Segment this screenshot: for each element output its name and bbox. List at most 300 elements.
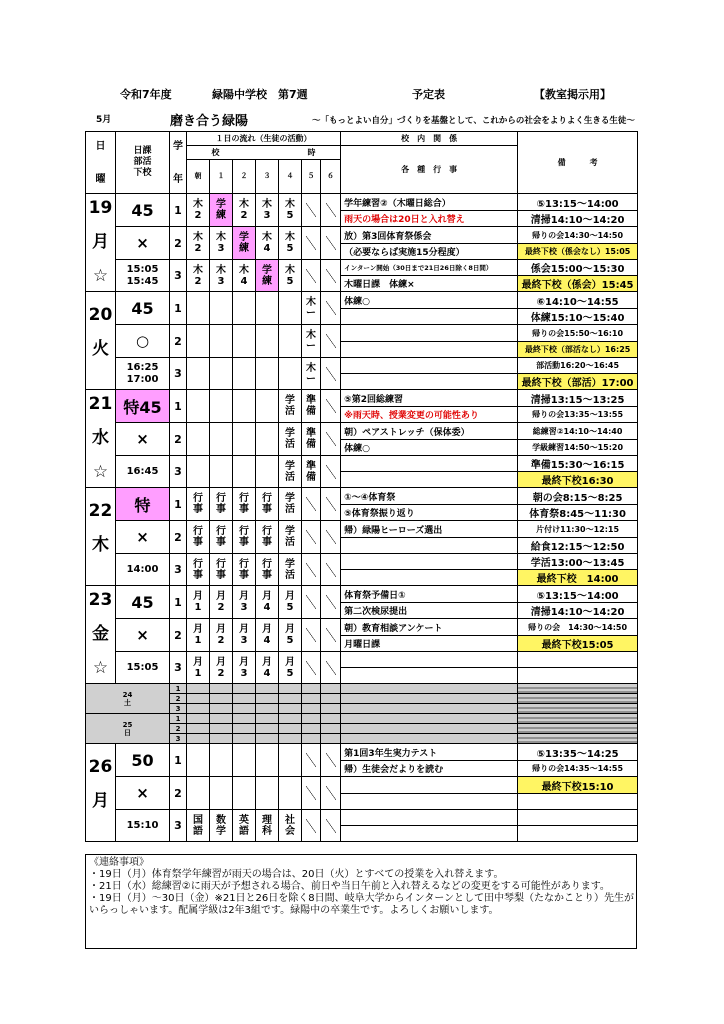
weekend-slot <box>279 684 302 694</box>
class-slot: 木 5 <box>279 194 302 227</box>
header-year: 令和7年度 <box>120 88 172 101</box>
head-nen: 年 <box>173 173 183 185</box>
after-school <box>321 810 341 842</box>
remark-item: 最終下校 14:00 <box>518 570 638 586</box>
head-kou: 校 <box>211 148 220 157</box>
event-item <box>341 570 518 586</box>
class-slot: 英 語 <box>233 810 256 842</box>
weekend-slot <box>210 704 233 714</box>
class-slot <box>233 390 256 423</box>
event-item <box>341 538 518 554</box>
grade-number: 2 <box>170 777 187 810</box>
after-school <box>321 521 341 554</box>
remark-item: 最終下校（係会）15:45 <box>518 276 638 292</box>
event-item <box>341 826 518 842</box>
class-slot: 学 活 <box>279 488 302 521</box>
weekend-remark <box>518 724 638 734</box>
dismiss-time-1: 16:25 <box>126 361 159 373</box>
grade-number: 2 <box>170 423 187 456</box>
dismiss-time-2: 16:45 <box>126 465 159 477</box>
remark-item: 係会15:00～15:30 <box>518 260 638 276</box>
dismiss-time-2: 17:00 <box>126 373 159 385</box>
weekend-slot <box>279 734 302 744</box>
class-slot: 月 4 <box>256 619 279 652</box>
class-slot: 社 会 <box>279 810 302 842</box>
event-item: 月曜日課 <box>341 636 518 652</box>
class-slot: 月 5 <box>279 652 302 684</box>
grade-number: 1 <box>170 194 187 227</box>
grade-number: 1 <box>170 586 187 619</box>
grade-number: 1 <box>170 488 187 521</box>
class-slot: 木 2 <box>187 260 210 292</box>
remark-item: 片付け11:30～12:15 <box>518 521 638 538</box>
weekend-event <box>341 694 518 704</box>
weekend-grade: 2 <box>170 694 187 704</box>
class-slot <box>210 777 233 810</box>
header-subtitle: ～「もっとよい自分」づくりを基盤として、これからの社会をよりよく生きる生徒～ <box>312 116 635 126</box>
weekend-grade: 3 <box>170 704 187 714</box>
club-status: ○ <box>116 325 170 358</box>
class-slot <box>187 325 210 358</box>
event-item <box>341 309 518 325</box>
head-kouji <box>187 146 341 160</box>
head-flow: １日の流れ（生徒の活動） <box>187 132 341 146</box>
head-remarks: 備 考 <box>518 132 638 194</box>
class-slot <box>210 358 233 390</box>
grade-number: 3 <box>170 554 187 586</box>
class-slot <box>256 390 279 423</box>
class-slot: 月 5 <box>279 619 302 652</box>
class-slot: 行 事 <box>210 488 233 521</box>
class-slot: 月 4 <box>256 586 279 619</box>
event-item <box>341 668 518 684</box>
remark-item: 最終下校（部活なし）16:25 <box>518 342 638 358</box>
class-slot: 学 活 <box>279 423 302 456</box>
after-school <box>321 744 341 777</box>
class-slot: 行 事 <box>233 554 256 586</box>
remark-item: 最終下校15:10 <box>518 777 638 794</box>
class-slot: 木 2 <box>233 194 256 227</box>
header-school: 緑陽中学校 第7週 <box>212 88 308 101</box>
weekend-remark <box>518 714 638 724</box>
weekend-remark <box>518 694 638 704</box>
class-slot: 月 1 <box>187 586 210 619</box>
class-slot <box>256 744 279 777</box>
grade-number: 1 <box>170 390 187 423</box>
class-slot <box>187 292 210 325</box>
day-of-week: 月 <box>92 232 109 252</box>
head-gaku: 学 <box>173 140 183 152</box>
event-item <box>341 777 518 794</box>
event-item <box>341 554 518 570</box>
sixth-period: 木 ー <box>302 292 321 325</box>
sixth-period <box>302 744 321 777</box>
weekend-slot <box>321 694 341 704</box>
sixth-period <box>302 554 321 586</box>
schedule-code: 45 <box>116 194 170 227</box>
weekend-slot <box>256 694 279 704</box>
class-slot: 木 5 <box>279 227 302 260</box>
weekend-slot <box>279 694 302 704</box>
weekend-slot <box>233 734 256 744</box>
head-period: ６ <box>321 160 341 194</box>
remark-item: 体練15:10～15:40 <box>518 309 638 325</box>
grade-number: 2 <box>170 325 187 358</box>
weekend-slot <box>187 704 210 714</box>
class-slot <box>279 292 302 325</box>
weekend-slot <box>279 704 302 714</box>
after-school <box>321 325 341 358</box>
class-slot: 月 2 <box>210 652 233 684</box>
grade-number: 1 <box>170 744 187 777</box>
remark-item <box>518 810 638 826</box>
event-item: 朝）教育相談アンケート <box>341 619 518 636</box>
sixth-period <box>302 521 321 554</box>
event-item <box>341 652 518 668</box>
class-slot <box>256 423 279 456</box>
class-slot: 月 1 <box>187 652 210 684</box>
club-status: × <box>116 619 170 652</box>
after-school <box>321 358 341 390</box>
class-slot <box>256 456 279 488</box>
class-slot: 木 3 <box>210 227 233 260</box>
remark-item: ⑤13:15～14:00 <box>518 194 638 211</box>
date-number: 19 <box>88 198 113 218</box>
remark-item: 最終下校（係会なし）15:05 <box>518 244 638 260</box>
dismiss-time <box>116 554 170 586</box>
class-slot <box>279 325 302 358</box>
class-slot <box>187 744 210 777</box>
class-slot: 行 事 <box>233 521 256 554</box>
remark-item: 最終下校（部活）17:00 <box>518 374 638 390</box>
remark-item <box>518 652 638 668</box>
remark-item: 部活動16:20～16:45 <box>518 358 638 374</box>
class-slot <box>279 744 302 777</box>
class-slot: 学 活 <box>279 521 302 554</box>
grade-number: 2 <box>170 521 187 554</box>
schedule-code: 45 <box>116 586 170 619</box>
notes-line: ・21日（水）総練習②に雨天が予想される場合、前日や当日午前と入れ替えるなどの変更をする可能性があります。 <box>89 881 610 892</box>
star-mark: ☆ <box>92 658 109 678</box>
event-item: ⑤第2回総練習 <box>341 390 518 407</box>
grade-number: 2 <box>170 227 187 260</box>
class-slot <box>210 390 233 423</box>
weekend-slot <box>321 724 341 734</box>
after-school <box>321 456 341 488</box>
date-number: 26 <box>88 756 113 777</box>
after-school <box>321 292 341 325</box>
sixth-period <box>302 488 321 521</box>
grade-number: 1 <box>170 292 187 325</box>
class-slot <box>256 325 279 358</box>
grade-number: 2 <box>170 619 187 652</box>
weekend-slot <box>210 734 233 744</box>
date-number: 21 <box>88 394 113 414</box>
club-status: × <box>116 423 170 456</box>
class-slot <box>187 456 210 488</box>
weekend-date <box>86 714 170 744</box>
event-item <box>341 374 518 390</box>
weekend-slot <box>302 734 321 744</box>
weekend-slot <box>302 694 321 704</box>
head-period: ５ <box>302 160 321 194</box>
class-slot <box>256 777 279 810</box>
weekend-slot <box>256 684 279 694</box>
club-status: × <box>116 227 170 260</box>
class-slot <box>256 358 279 390</box>
day-of-week: 水 <box>92 428 109 448</box>
remark-item: 学活13:00～13:45 <box>518 554 638 570</box>
schedule-code: 50 <box>116 744 170 777</box>
class-slot: 数 学 <box>210 810 233 842</box>
weekend-grade: 2 <box>170 724 187 734</box>
after-school <box>321 619 341 652</box>
class-slot: 月 1 <box>187 619 210 652</box>
sixth-period: 木 ー <box>302 358 321 390</box>
event-item: インターン開始（30日まで21日26日除く8日間） <box>341 260 518 276</box>
date-number: 22 <box>88 500 113 521</box>
sixth-period <box>302 652 321 684</box>
head-period: ４ <box>279 160 302 194</box>
day-cell <box>86 488 116 586</box>
class-slot: 学 練 <box>210 194 233 227</box>
day-cell <box>86 744 116 842</box>
dismiss-time <box>116 260 170 292</box>
remark-item: 帰りの会13:35～13:55 <box>518 407 638 423</box>
class-slot <box>187 777 210 810</box>
event-item: ⑤体育祭振り返り <box>341 505 518 521</box>
remark-item: 清掃14:10～14:20 <box>518 603 638 619</box>
sixth-period <box>302 586 321 619</box>
header-use: 【教室掲示用】 <box>534 88 611 101</box>
after-school <box>321 390 341 423</box>
weekend-event <box>341 734 518 744</box>
notes-title: 《連絡事項》 <box>89 857 149 868</box>
class-slot: 国 語 <box>187 810 210 842</box>
head-ji: 時 <box>307 148 316 157</box>
class-slot <box>187 423 210 456</box>
sixth-period <box>302 619 321 652</box>
weekend-remark <box>518 704 638 714</box>
remark-item <box>518 794 638 810</box>
weekend-remark <box>518 734 638 744</box>
class-slot: 行 事 <box>233 488 256 521</box>
day-of-week: 月 <box>92 790 109 811</box>
class-slot <box>233 777 256 810</box>
remark-item: 最終下校16:30 <box>518 472 638 488</box>
head-day <box>86 132 116 194</box>
remark-item: 清掃13:15～13:25 <box>518 390 638 407</box>
remark-item: ⑤13:15～14:00 <box>518 586 638 603</box>
dismiss-time <box>116 456 170 488</box>
class-slot <box>233 358 256 390</box>
schedule-code: 45 <box>116 292 170 325</box>
sixth-period <box>302 227 321 260</box>
remark-item: 帰りの会 14:30～14:50 <box>518 619 638 636</box>
class-slot: 行 事 <box>210 554 233 586</box>
class-slot: 学 活 <box>279 390 302 423</box>
notes-line: いらっしゃいます。配属学級は2年3組です。緑陽中の卒業生です。よろしくお願いします。 <box>89 905 499 916</box>
remark-item: 帰りの会15:50～16:10 <box>518 325 638 342</box>
weekend-event <box>341 704 518 714</box>
weekend-slot <box>256 714 279 724</box>
class-slot: 行 事 <box>187 521 210 554</box>
class-slot: 行 事 <box>256 521 279 554</box>
grade-number: 3 <box>170 260 187 292</box>
head-period: １ <box>210 160 233 194</box>
star-mark: ☆ <box>92 462 109 482</box>
class-slot: 行 事 <box>256 554 279 586</box>
class-slot <box>256 292 279 325</box>
remark-item: ⑥14:10～14:55 <box>518 292 638 309</box>
sixth-period <box>302 260 321 292</box>
class-slot <box>187 390 210 423</box>
class-slot <box>187 358 210 390</box>
notes-box <box>85 854 637 949</box>
day-cell <box>86 194 116 292</box>
class-slot <box>233 423 256 456</box>
star-mark: ☆ <box>92 266 109 286</box>
weekend-slot <box>302 724 321 734</box>
header-month: 5月 <box>96 115 112 125</box>
class-slot: 行 事 <box>256 488 279 521</box>
class-slot <box>210 423 233 456</box>
class-slot: 木 3 <box>210 260 233 292</box>
club-status: × <box>116 521 170 554</box>
dismiss-time <box>116 652 170 684</box>
event-item: 帰）緑陽ヒーローズ選出 <box>341 521 518 538</box>
weekend-slot <box>187 694 210 704</box>
sixth-period: 木 ー <box>302 325 321 358</box>
after-school <box>321 260 341 292</box>
event-item: 第1回3年生実力テスト <box>341 744 518 761</box>
class-slot: 学 活 <box>279 456 302 488</box>
weekend-slot <box>210 724 233 734</box>
head-period: ３ <box>256 160 279 194</box>
class-slot: 学 活 <box>279 554 302 586</box>
event-item: （必要ならば実施15分程度） <box>341 244 518 260</box>
weekend-event <box>341 714 518 724</box>
class-slot: 行 事 <box>187 554 210 586</box>
class-slot: 木 4 <box>233 260 256 292</box>
after-school <box>321 554 341 586</box>
after-school <box>321 194 341 227</box>
remark-item: ⑤13:35～14:25 <box>518 744 638 761</box>
class-slot <box>233 325 256 358</box>
class-slot: 月 3 <box>233 586 256 619</box>
date-number: 20 <box>88 304 113 325</box>
remark-item: 体育祭8:45～11:30 <box>518 505 638 521</box>
weekend-slot <box>210 694 233 704</box>
schedule-table <box>85 131 638 842</box>
weekend-slot <box>233 704 256 714</box>
dismiss-time-2: 14:00 <box>126 563 159 575</box>
class-slot: 月 3 <box>233 619 256 652</box>
weekend-slot <box>321 714 341 724</box>
remark-item: 給食12:15～12:50 <box>518 538 638 554</box>
event-item: ※雨天時、授業変更の可能性あり <box>341 407 518 423</box>
remark-item: 準備15:30～16:15 <box>518 456 638 472</box>
date-number: 23 <box>88 590 113 610</box>
event-item: 朝）ペアストレッチ（保体委） <box>341 423 518 440</box>
event-item <box>341 358 518 374</box>
sixth-period: 準 備 <box>302 456 321 488</box>
class-slot: 月 4 <box>256 652 279 684</box>
weekend-event <box>341 684 518 694</box>
event-item: 第二次検尿提出 <box>341 603 518 619</box>
remark-item: 帰りの会14:30～14:50 <box>518 227 638 244</box>
class-slot <box>233 744 256 777</box>
after-school <box>321 652 341 684</box>
after-school <box>321 423 341 456</box>
remark-item: 朝の会8:15～8:25 <box>518 488 638 505</box>
remark-item: 総練習②14:10～14:40 <box>518 423 638 440</box>
head-day-label: 日 <box>95 140 106 152</box>
class-slot: 木 3 <box>256 194 279 227</box>
schedule-code: 特45 <box>116 390 170 423</box>
event-item: 学年練習②（木曜日総合） <box>341 194 518 211</box>
event-item: 体練○ <box>341 292 518 309</box>
class-slot: 月 5 <box>279 586 302 619</box>
event-item: 体育祭予備日① <box>341 586 518 603</box>
weekend-slot <box>256 734 279 744</box>
weekend-slot <box>187 714 210 724</box>
day-cell <box>86 390 116 488</box>
event-item: 帰）生徒会だよりを読む <box>341 761 518 777</box>
class-slot: 木 4 <box>256 227 279 260</box>
weekend-slot <box>187 724 210 734</box>
weekend-date <box>86 684 170 714</box>
day-of-week: 金 <box>92 624 109 644</box>
remark-item: 帰りの会14:35～14:55 <box>518 761 638 777</box>
day-of-week: 日 <box>124 728 131 737</box>
weekend-slot <box>321 684 341 694</box>
head-period: 朝 <box>187 160 210 194</box>
date-number: 24 <box>122 690 133 699</box>
dismiss-time-2: 15:05 <box>126 661 159 673</box>
sixth-period: 準 備 <box>302 423 321 456</box>
weekend-slot <box>302 714 321 724</box>
class-slot <box>210 744 233 777</box>
weekend-slot <box>302 684 321 694</box>
class-slot <box>233 456 256 488</box>
weekend-slot <box>210 684 233 694</box>
weekend-slot <box>210 714 233 724</box>
event-item: 雨天の場合は20日と入れ替え <box>341 211 518 227</box>
class-slot <box>233 292 256 325</box>
class-slot: 月 3 <box>233 652 256 684</box>
weekend-slot <box>256 704 279 714</box>
head-grade <box>170 132 187 194</box>
dismiss-time <box>116 810 170 842</box>
class-slot <box>210 456 233 488</box>
head-period: ２ <box>233 160 256 194</box>
after-school <box>321 488 341 521</box>
weekend-event <box>341 724 518 734</box>
remark-item: 最終下校15:05 <box>518 636 638 652</box>
dismiss-time-1: 15:05 <box>126 263 159 275</box>
day-of-week: 火 <box>92 338 109 359</box>
dismiss-time <box>116 358 170 390</box>
grade-number: 3 <box>170 652 187 684</box>
weekend-slot <box>233 694 256 704</box>
class-slot: 木 2 <box>187 227 210 260</box>
event-item <box>341 810 518 826</box>
head-info: 日課 部活 下校 <box>116 132 170 194</box>
grade-number: 3 <box>170 358 187 390</box>
day-cell <box>86 586 116 684</box>
class-slot: 木 5 <box>279 260 302 292</box>
